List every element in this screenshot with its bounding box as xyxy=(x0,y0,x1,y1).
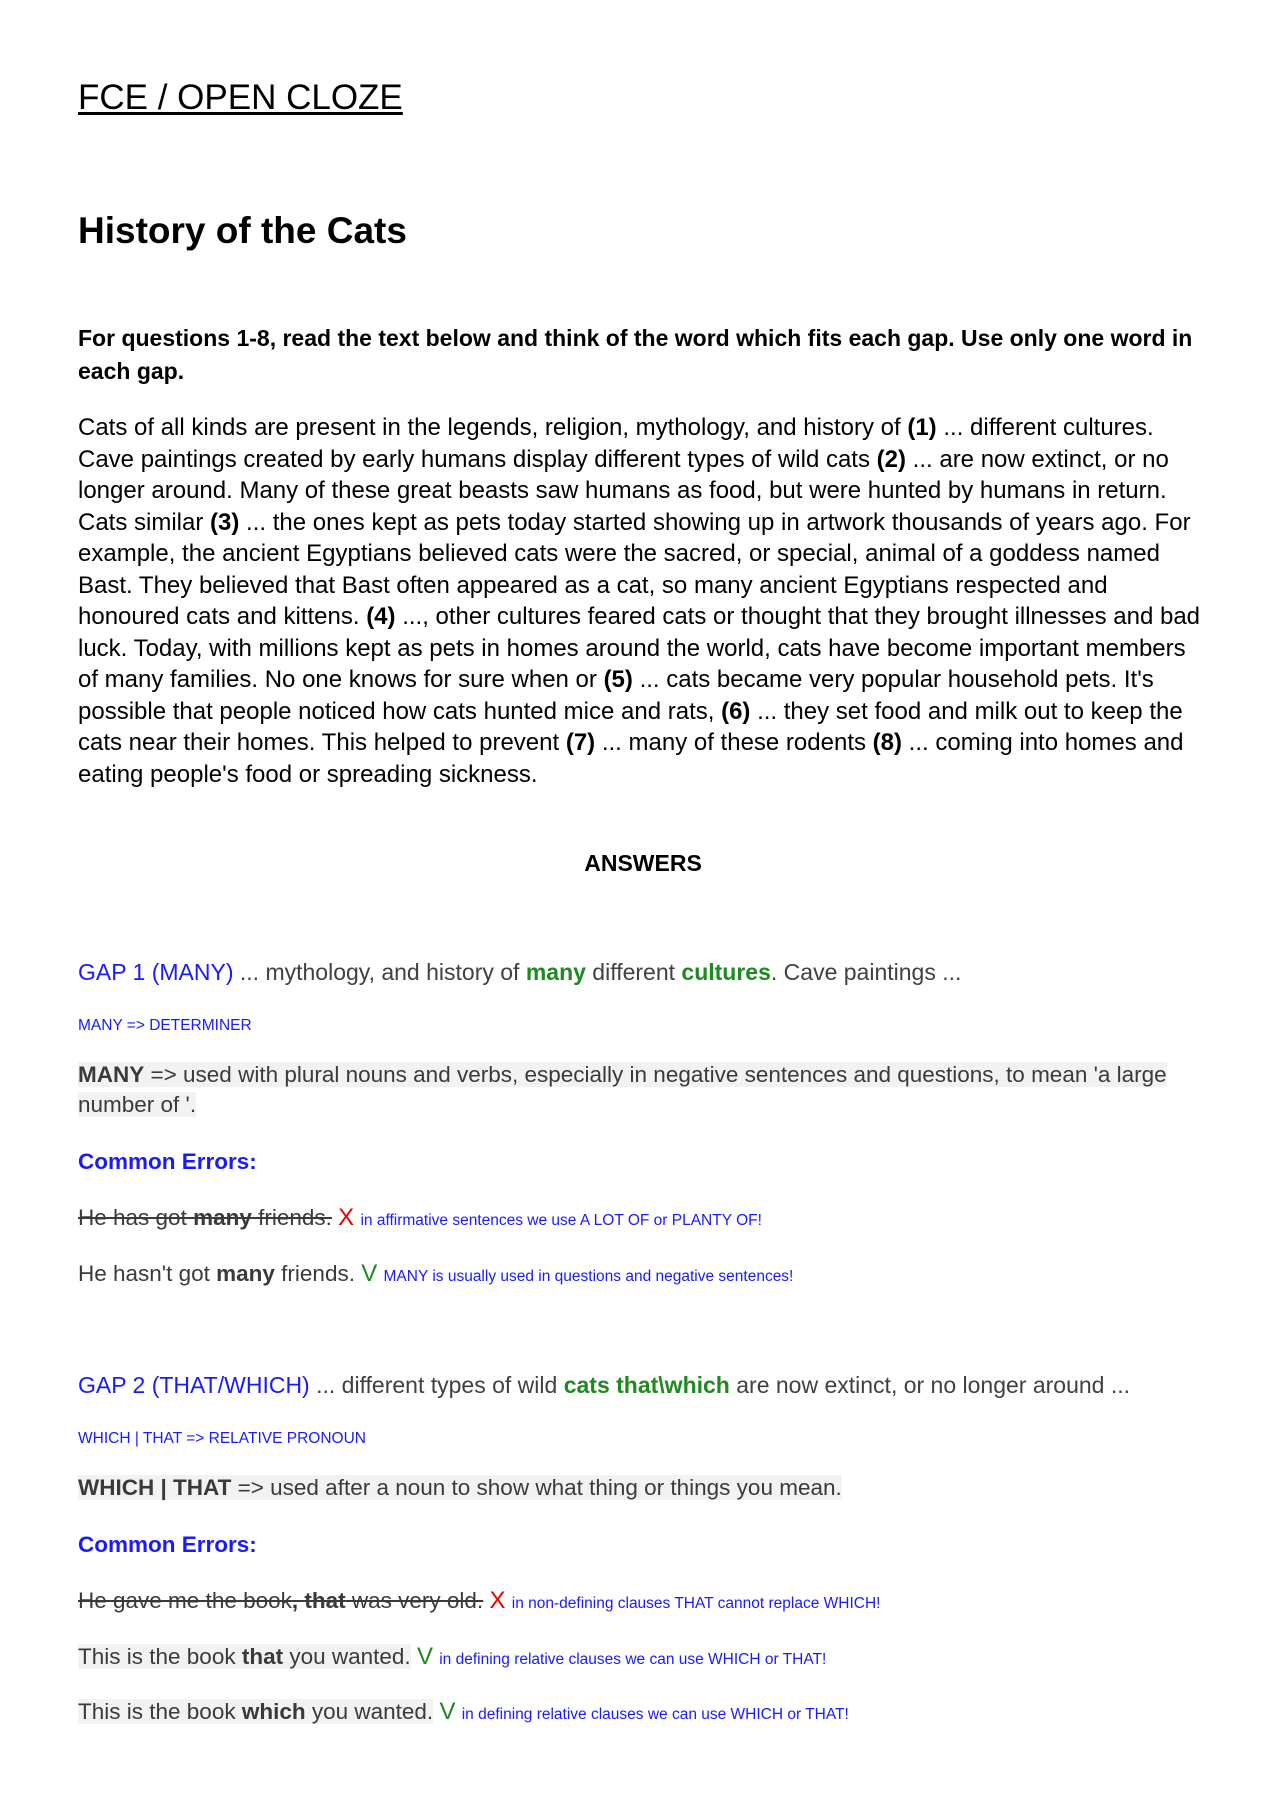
passage-text: ... cats became very popular household pets. It's possible that people noticed how cats hunted mice and rats, xyxy=(78,666,1154,725)
wrong-mark-icon: X xyxy=(489,1587,506,1614)
gap-marker-6: (6) xyxy=(721,697,751,725)
gap1-label: GAP 1 (MANY) xyxy=(78,959,234,985)
gap-marker-4: (4) xyxy=(366,603,396,630)
example-text: He hasn't got xyxy=(78,1261,217,1286)
cloze-passage xyxy=(78,412,1208,790)
passage-text: Cats of all kinds are present in the legends, religion, mythology, and history of xyxy=(78,414,908,441)
example-text: friends. xyxy=(251,1205,332,1230)
answers-heading: ANSWERS xyxy=(584,850,702,876)
correct-note: in defining relative clauses we can use WHICH or THAT! xyxy=(461,1706,849,1723)
example-text: This is the book xyxy=(78,1644,242,1669)
passage-text: ... are now extinct, or no longer around. Many of these great beasts saw humans as food, but were hunted by humans in return. Cats similar xyxy=(78,445,1169,536)
example-text: was very old. xyxy=(345,1588,484,1613)
gap-marker-3: (3) xyxy=(210,508,240,536)
passage-text: ... the ones kept as pets today started showing up in artwork thousands of years ago. For example, the ancient Egyptians believed cats were the sacred, or special, animal of a goddess named Bast. They believed that Bast often appeared as a cat, so many ancient Egyptians respected and honoured cats and kittens. xyxy=(78,508,1191,630)
gap1-context: ... mythology, and history of xyxy=(233,959,526,985)
gap2-answer-word: cats that\which xyxy=(563,1372,730,1398)
example-keyword: that xyxy=(241,1644,284,1669)
gap1-context: different xyxy=(585,959,682,985)
gap2-context: ... different types of wild xyxy=(309,1372,564,1398)
gap2-correct-example-1 xyxy=(78,1643,826,1671)
example-text: you wanted. xyxy=(305,1699,434,1724)
correct-mark-icon: V xyxy=(361,1260,378,1287)
example-text: This is the book xyxy=(78,1699,242,1724)
gap1-context-line xyxy=(78,959,961,986)
gap1-context: . Cave paintings ... xyxy=(770,959,962,985)
gap-marker-2: (2) xyxy=(876,445,906,473)
gap1-answer-word: many xyxy=(525,959,586,985)
gap1-common-errors-heading: Common Errors: xyxy=(78,1149,257,1174)
gap2-common-errors-heading: Common Errors: xyxy=(78,1532,257,1557)
gap-marker-5: (5) xyxy=(603,666,633,693)
gap1-part-of-speech: MANY => DETERMINER xyxy=(78,1017,252,1034)
error-note: in non-defining clauses THAT cannot replace WHICH! xyxy=(511,1595,881,1612)
correct-note: in defining relative clauses we can use WHICH or THAT! xyxy=(439,1651,827,1668)
wrong-mark-icon: X xyxy=(338,1204,355,1231)
gap-marker-8: (8) xyxy=(872,729,902,756)
example-text: He has got xyxy=(78,1205,194,1230)
passage-text: ... many of these rodents xyxy=(595,729,873,756)
page-title: History of the Cats xyxy=(78,210,407,251)
correct-mark-icon: V xyxy=(439,1698,456,1725)
gap2-correct-example-2 xyxy=(78,1698,849,1726)
document-header: FCE / OPEN CLOZE xyxy=(78,78,403,117)
gap2-part-of-speech: WHICH | THAT => RELATIVE PRONOUN xyxy=(78,1430,366,1447)
passage-text: ... they set food and milk out to keep the cats near their homes. This helped to prevent xyxy=(78,697,1183,756)
gap1-wrong-example xyxy=(78,1204,762,1232)
example-text: He gave me the book xyxy=(78,1588,292,1613)
gap-marker-7: (7) xyxy=(565,729,596,756)
example-keyword: many xyxy=(216,1261,275,1286)
gap2-context: are now extinct, or no longer around ... xyxy=(729,1372,1131,1398)
correct-note: MANY is usually used in questions and negative sentences! xyxy=(383,1268,794,1285)
gap2-context-line xyxy=(78,1372,1130,1399)
gap1-definition xyxy=(78,1060,1208,1120)
gap2-definition xyxy=(78,1473,1208,1503)
passage-text: ... different cultures. Cave paintings created by early humans display different types of wild cats xyxy=(78,414,1154,473)
passage-text: ... coming into homes and eating people's food or spreading sickness. xyxy=(78,729,1184,788)
example-keyword: which xyxy=(241,1699,306,1724)
gap1-correct-example xyxy=(78,1260,793,1288)
gap2-label: GAP 2 (THAT/WHICH) xyxy=(78,1372,310,1398)
example-text: you wanted. xyxy=(283,1644,411,1669)
gap1-definition-text: => used with plural nouns and verbs, especially in negative sentences and questions, to mean 'a large number of '. xyxy=(78,1062,1167,1117)
gap2-definition-text: => used after a noun to show what thing or things you mean. xyxy=(231,1475,842,1500)
passage-text: ..., other cultures feared cats or thought that they brought illnesses and bad luck. Today, with millions kept as pets in homes around the world, cats have become important members of many families. No one knows for sure when or xyxy=(78,603,1201,693)
correct-mark-icon: V xyxy=(416,1643,433,1670)
example-keyword: many xyxy=(193,1205,252,1230)
gap2-definition-term: WHICH | THAT xyxy=(78,1475,232,1500)
gap-marker-1: (1) xyxy=(907,414,937,441)
gap1-key-word: cultures xyxy=(681,959,771,985)
gap1-definition-term: MANY xyxy=(78,1062,145,1087)
example-keyword: , that xyxy=(291,1588,346,1613)
example-text: friends. xyxy=(274,1261,355,1286)
instructions: For questions 1-8, read the text below and think of the word which fits each gap. Use only one word in each gap. xyxy=(78,325,1193,384)
gap2-wrong-example xyxy=(78,1587,880,1615)
error-note: in affirmative sentences we use A LOT OF or PLANTY OF! xyxy=(360,1212,762,1229)
